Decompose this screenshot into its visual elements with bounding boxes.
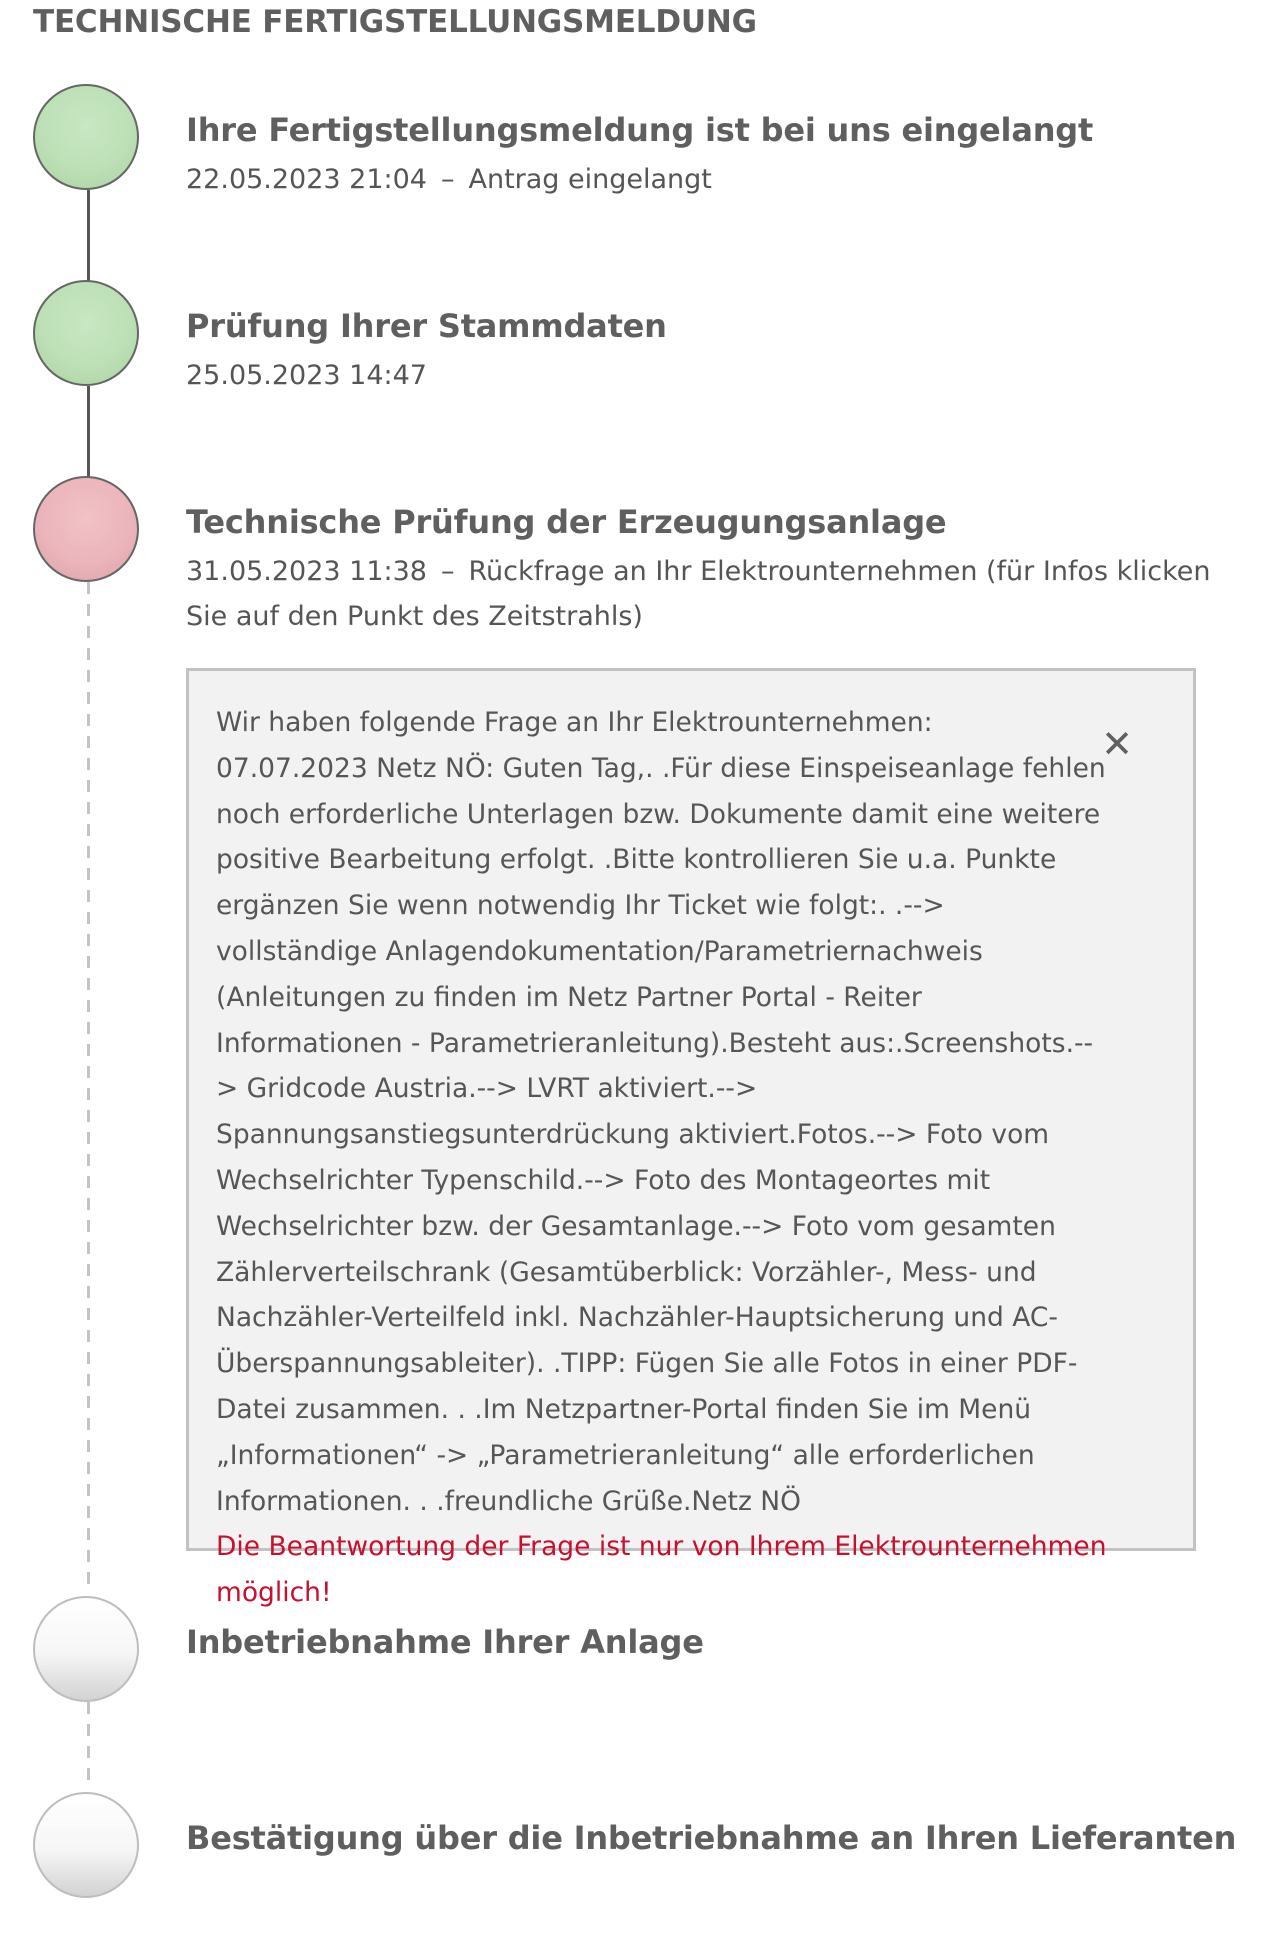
timeline-connector-2 [87,386,90,478]
step-meta [186,353,1226,398]
step-meta [186,157,1226,202]
timeline-connector-4 [87,1702,90,1788]
close-icon[interactable]: ✕ [1101,722,1133,766]
step-date: 31.05.2023 11:38 [186,556,427,587]
step-title: Technische Prüfung der Erzeugungsanlage [186,503,947,541]
step-status: Rückfrage an Ihr Elektrounternehmen (für Infos klicken Sie auf den Punkt des Zeitstrahls) [186,556,1211,632]
timeline-marker-step-3[interactable] [33,476,139,582]
step-date: 22.05.2023 21:04 [186,164,427,195]
step-meta [186,549,1226,639]
info-message: 07.07.2023 Netz NÖ: Guten Tag,. .Für diese Einspeiseanlage fehlen noch erforderliche Unterlagen bzw. Dokumente damit eine weitere positive Bearbeitung erfolgt. .Bitte kontrollieren Sie u.a. Punkte ergänzen Sie wenn notwendig Ihr Ticket wie folgt:. .--> vollständige Anlagendokumentation/Parametriernachweis (Anleitungen zu finden im Netz Partner Portal - Reiter Informationen - Parametrieranleitung).Besteht aus:.Screenshots.--> Gridcode Austria.--> LVRT aktiviert.--> Spannungsanstiegsunterdrückung aktiviert.Fotos.--> Foto vom Wechselrichter Typenschild.--> Foto des Montageortes mit Wechselrichter bzw. der Gesamtanlage.--> Foto vom gesamten Zählerverteilschrank (Gesamtüberblick: Vorzähler-, Mess- und Nachzähler-Verteilfeld inkl. Nachzähler-Hauptsicherung und AC-Überspannungsableiter). .TIPP: Fügen Sie alle Fotos in einer PDF-Datei zusammen. . .Im Netzpartner-Portal finden Sie im Menü „Informationen“ -> „Parametrieranleitung“ alle erforderlichen Informationen. . .freundliche Grüße.Netz NÖ [216,752,1106,1517]
info-box [186,668,1196,1609]
step-separator: – [440,164,455,195]
step-status: Antrag eingelangt [468,164,712,195]
info-intro: Wir haben folgende Frage an Ihr Elektrounternehmen: [216,707,933,738]
timeline-connector-3 [87,582,90,1592]
step-title: Ihre Fertigstellungsmeldung ist bei uns eingelangt [186,111,1094,149]
timeline-marker-step-5[interactable] [33,1792,139,1898]
step-separator: – [440,556,455,587]
timeline-marker-step-1[interactable] [33,84,139,190]
info-warning: Die Beantwortung der Frage ist nur von Ihrem Elektrounternehmen möglich! [216,1531,1107,1609]
timeline-connector-1 [87,190,90,282]
step-date: 25.05.2023 14:47 [186,360,427,391]
timeline-marker-step-4[interactable] [33,1596,139,1702]
page-title: TECHNISCHE FERTIGSTELLUNGSMELDUNG [33,4,757,40]
step-title: Inbetriebnahme Ihrer Anlage [186,1623,704,1661]
step-title: Bestätigung über die Inbetriebnahme an Ihren Lieferanten [186,1819,1237,1857]
timeline-marker-step-2[interactable] [33,280,139,386]
step-title: Prüfung Ihrer Stammdaten [186,307,667,345]
